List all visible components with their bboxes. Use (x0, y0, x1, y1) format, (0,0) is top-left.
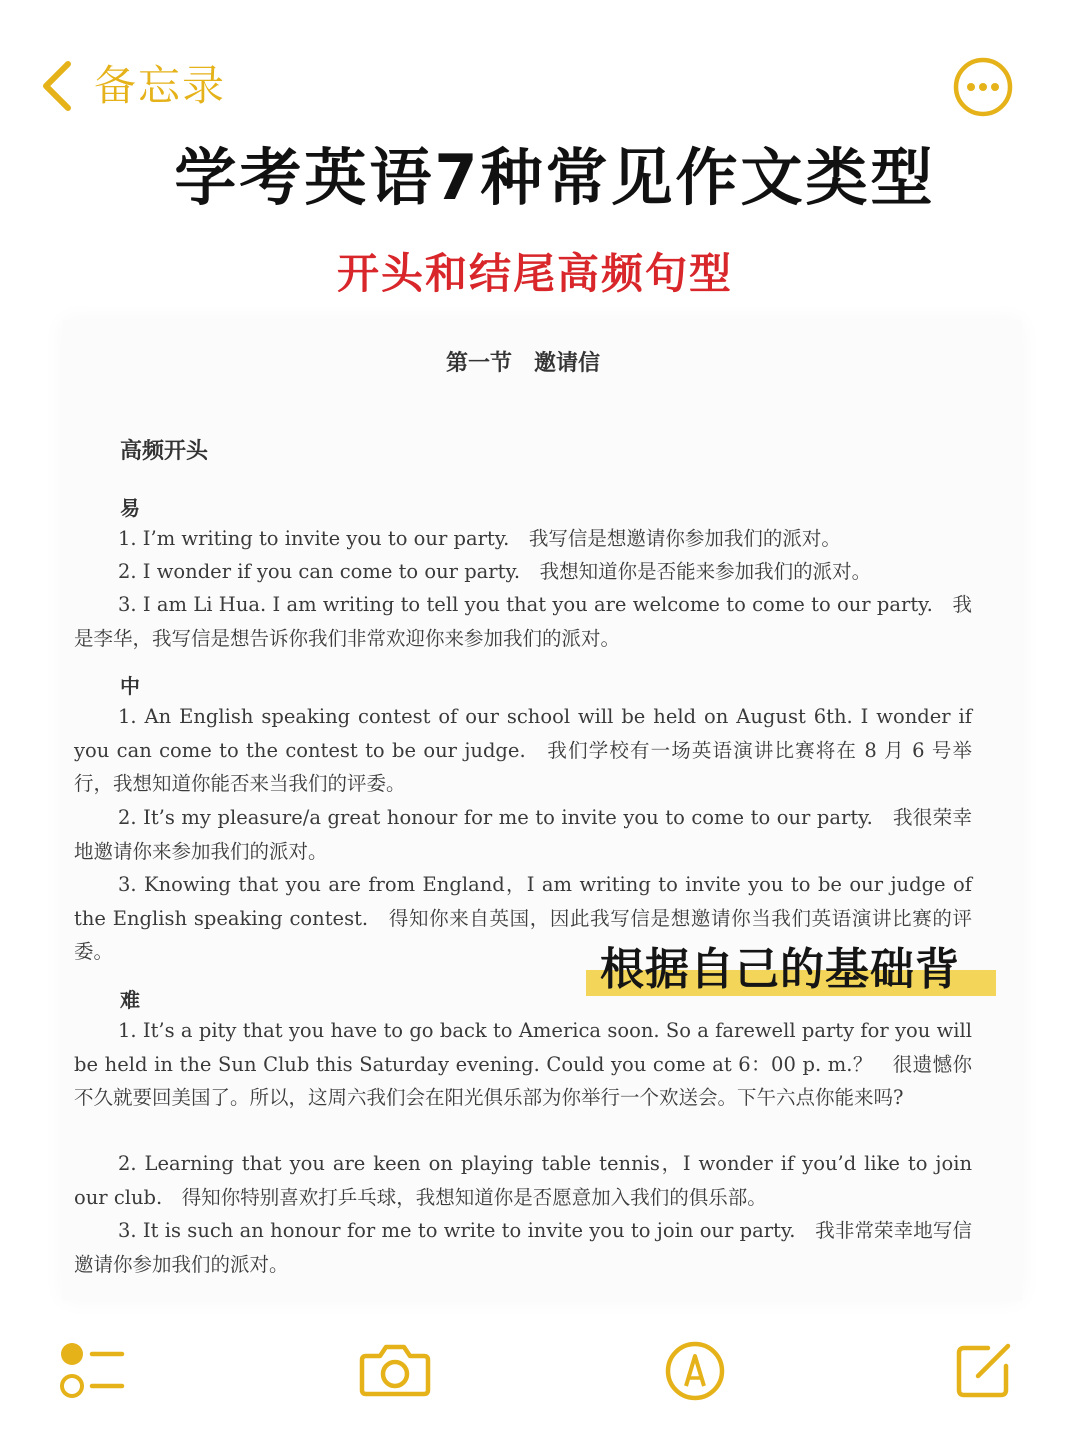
level-label-hard: 难 (120, 988, 140, 1012)
level-label-easy: 易 (120, 496, 140, 520)
list-item: 2. Learning that you are keen on playing table tennis，I wonder if you’d like to join our club. 得知你特别喜欢打乒乓球，我想知道你是否愿意加入我们的俱乐部。 (74, 1152, 972, 1209)
markup-button[interactable] (664, 1340, 726, 1402)
page-title: 学考英语7种常见作文类型 (174, 141, 936, 214)
checklist-icon (58, 1340, 126, 1402)
chevron-left-icon (40, 58, 74, 114)
highlight-note (586, 942, 996, 998)
markup-pen-icon (664, 1340, 726, 1402)
ellipsis-circle-icon (952, 103, 1014, 122)
nav-bar (0, 0, 1080, 140)
list-item: 2. I wonder if you can come to our party. 我想知道你是否能来参加我们的派对。 (118, 560, 872, 583)
list-item: 3. Knowing that you are from England，I am writing to invite you to be our judge of the English speaking contest. 得知你来自英国，因此我写信是想邀请你当我们英语演讲比赛的评委。 (74, 873, 972, 963)
compose-button[interactable] (954, 1340, 1014, 1400)
more-button[interactable] (952, 56, 1014, 118)
back-button[interactable] (40, 58, 226, 114)
back-label: 备忘录 (94, 61, 227, 110)
list-item: 1. I’m writing to invite you to our party. 我写信是想邀请你参加我们的派对。 (118, 527, 841, 550)
level-label-medium: 中 (120, 674, 140, 698)
camera-icon (358, 1342, 432, 1398)
group-heading: 高频开头 (120, 439, 209, 464)
list-item: 1. An English speaking contest of our school will be held on August 6th. I wonder if you can come to the contest to be our judge. 我们学校有一场英语演讲比赛将在 8 月 6 号举行，我想知道你能否来当我们的评委。 (74, 705, 972, 795)
highlight-text: 根据自己的基础背 (600, 944, 960, 995)
list-item: 1. It’s a pity that you have to go back to America soon. So a farewell party for you will be held in the Sun Club this Saturday evening. Could you come at 6：00 p. m.？ 很遗憾你不久就要回美国了。所以，这周六我们会在阳光俱乐部为你举行一个欢送会。下午六点你能来吗? (74, 1019, 972, 1109)
list-item: 3. It is such an honour for me to write to invite you to join our party. 我非常荣幸地写信邀请你参加我们的派对。 (74, 1219, 972, 1276)
section-heading: 第一节 邀请信 (445, 351, 600, 376)
checklist-button[interactable] (58, 1340, 126, 1402)
compose-icon (954, 1340, 1014, 1400)
camera-button[interactable] (358, 1342, 432, 1398)
list-item: 2. It’s my pleasure/a great honour for me to invite you to come to our party. 我很荣幸地邀请你来参加我们的派对。 (74, 806, 972, 863)
list-item: 3. I am Li Hua. I am writing to tell you that you are welcome to come to our party. 我是李华，我写信是想告诉你我们非常欢迎你来参加我们的派对。 (74, 593, 972, 650)
page-subtitle: 开头和结尾高频句型 (336, 249, 733, 298)
